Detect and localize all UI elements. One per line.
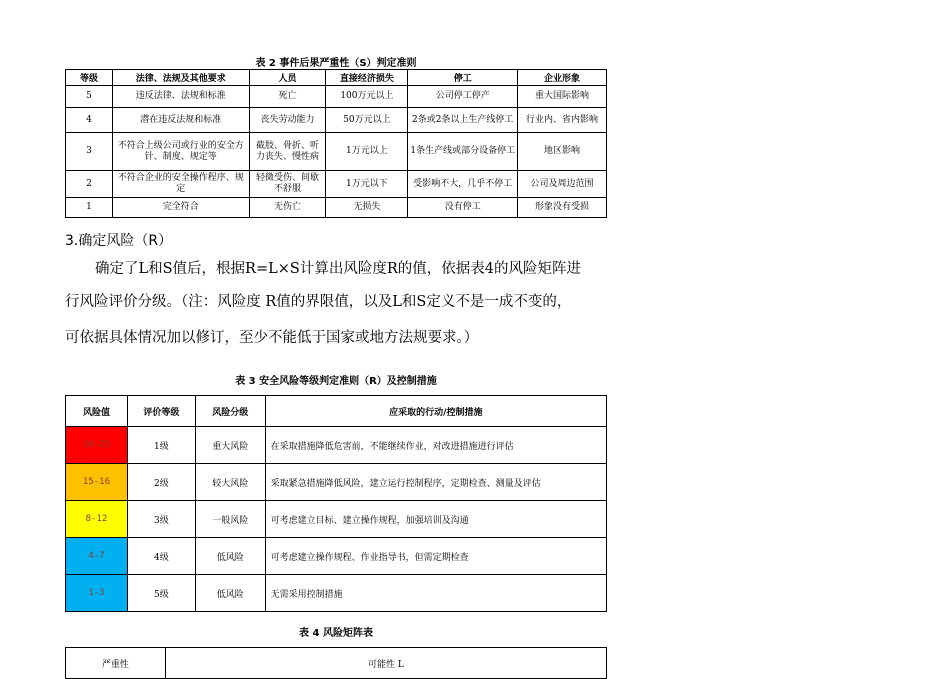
table-cell: 公司停工停产 <box>408 86 518 108</box>
table4-caption: 表 4 风险矩阵表 <box>299 628 373 639</box>
paragraph-line: 行风险评价分级。（注：风险度 R值的界限值，以及L和S定义不是一成不变的， <box>65 294 572 310</box>
risk-matrix-table <box>65 647 607 679</box>
risk-value-cell: 8-12 <box>66 501 128 538</box>
col-header: 风险分级 <box>195 396 265 427</box>
table-cell: 可考虑建立目标、建立操作规程，加强培训及沟通 <box>265 501 606 538</box>
col-header: 企业形象 <box>518 70 607 86</box>
col-header: 停工 <box>408 70 518 86</box>
table-cell: 2 <box>66 171 113 198</box>
table-cell: 没有停工 <box>408 198 518 218</box>
table-row <box>66 86 607 108</box>
col-header: 法律、法规及其他要求 <box>112 70 249 86</box>
section-heading: 3.确定风险（R） <box>65 233 173 249</box>
paragraph-line: 确定了L和S值后，根据R=L×S计算出风险度R的值，依据表4的风险矩阵进 <box>95 261 581 277</box>
table-header-row <box>66 70 607 86</box>
table-header-row <box>66 648 607 679</box>
severity-criteria-table <box>65 69 607 218</box>
table-cell: 4级 <box>127 538 195 575</box>
table2-caption: 表 2 事件后果严重性（S）判定准则 <box>255 58 417 69</box>
table-cell: 无损失 <box>326 198 408 218</box>
table-cell: 严重性 <box>66 648 166 679</box>
table-cell: 丧失劳动能力 <box>249 108 326 133</box>
table-row <box>66 198 607 218</box>
col-header: 可能性 L <box>165 648 606 679</box>
table-cell: 一般风险 <box>195 501 265 538</box>
col-header: 人员 <box>249 70 326 86</box>
table-cell: 无伤亡 <box>249 198 326 218</box>
table-cell: 2级 <box>127 464 195 501</box>
risk-value-cell: 15-16 <box>66 464 128 501</box>
table-cell: 轻微受伤、间歇不舒服 <box>249 171 326 198</box>
table-cell: 1级 <box>127 427 195 464</box>
table-cell: 1万元以下 <box>326 171 408 198</box>
table-row <box>66 108 607 133</box>
col-header: 应采取的行动/控制措施 <box>265 396 606 427</box>
risk-value-cell: 1-3 <box>66 575 128 612</box>
table-row <box>66 133 607 171</box>
col-header: 直接经济损失 <box>326 70 408 86</box>
table-cell: 在采取措施降低危害前，不能继续作业，对改进措施进行评估 <box>265 427 606 464</box>
table-cell: 受影响不大，几乎不停工 <box>408 171 518 198</box>
paragraph-line: 可依据具体情况加以修订，至少不能低于国家或地方法规要求。） <box>65 330 479 346</box>
table-cell: 4 <box>66 108 113 133</box>
table-cell: 死亡 <box>249 86 326 108</box>
table-cell: 地区影响 <box>518 133 607 171</box>
table-row <box>66 427 607 464</box>
col-header: 评价等级 <box>127 396 195 427</box>
table-cell: 低风险 <box>195 538 265 575</box>
table-cell: 重大风险 <box>195 427 265 464</box>
table-cell: 行业内、省内影响 <box>518 108 607 133</box>
table-cell: 潜在违反法规和标准 <box>112 108 249 133</box>
table-cell: 公司及周边范围 <box>518 171 607 198</box>
table-cell: 100万元以上 <box>326 86 408 108</box>
table-cell: 完全符合 <box>112 198 249 218</box>
table-cell: 5 <box>66 86 113 108</box>
table-header-row <box>66 396 607 427</box>
table-cell: 1 <box>66 198 113 218</box>
table-cell: 50万元以上 <box>326 108 408 133</box>
table-cell: 较大风险 <box>195 464 265 501</box>
table-cell: 违反法律、法规和标准 <box>112 86 249 108</box>
table3-caption: 表 3 安全风险等级判定准则（R）及控制措施 <box>235 376 437 387</box>
table-cell: 不符合企业的安全操作程序、规定 <box>112 171 249 198</box>
table-cell: 5级 <box>127 575 195 612</box>
table-cell: 3 <box>66 133 113 171</box>
table-cell: 无需采用控制措施 <box>265 575 606 612</box>
table-cell: 不符合上级公司或行业的安全方针、制度、规定等 <box>112 133 249 171</box>
col-header: 风险值 <box>66 396 128 427</box>
risk-value-cell: 20-25 <box>66 427 128 464</box>
table-cell: 低风险 <box>195 575 265 612</box>
col-header: 等级 <box>66 70 113 86</box>
table-row <box>66 171 607 198</box>
table-row <box>66 575 607 612</box>
table-cell: 1条生产线或部分设备停工 <box>408 133 518 171</box>
table-cell: 形象没有受损 <box>518 198 607 218</box>
table-cell: 采取紧急措施降低风险，建立运行控制程序，定期检查、测量及评估 <box>265 464 606 501</box>
table-cell: 1万元以上 <box>326 133 408 171</box>
table-row <box>66 538 607 575</box>
table-row <box>66 464 607 501</box>
table-cell: 截肢、骨折、听力丧失、慢性病 <box>249 133 326 171</box>
table-cell: 3级 <box>127 501 195 538</box>
table-cell: 重大国际影响 <box>518 86 607 108</box>
table-row <box>66 501 607 538</box>
table-cell: 可考虑建立操作规程、作业指导书，但需定期检查 <box>265 538 606 575</box>
table-cell: 2条或2条以上生产线停工 <box>408 108 518 133</box>
risk-level-table <box>65 395 607 612</box>
risk-value-cell: 4-7 <box>66 538 128 575</box>
